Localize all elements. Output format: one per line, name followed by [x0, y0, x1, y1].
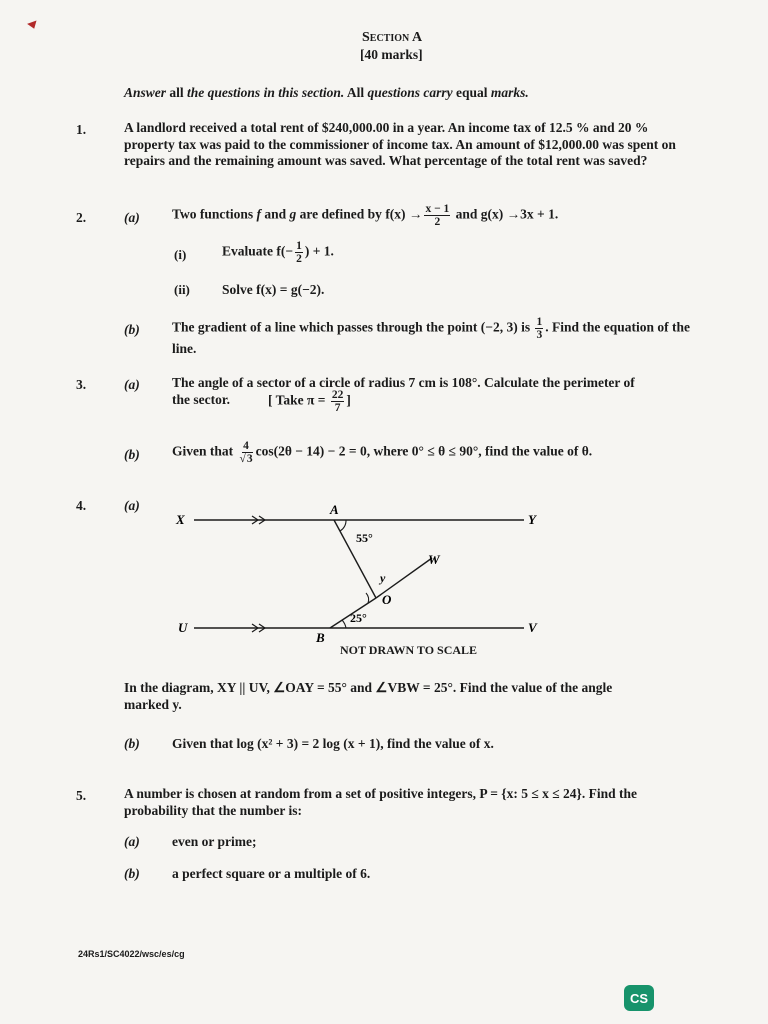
label-angle-y: y — [380, 571, 386, 585]
angle-a-arc — [340, 520, 346, 531]
q3a-frac-den: 7 — [334, 402, 341, 414]
q5-text: A number is chosen at random from a set of positive integers, P = {x: 5 ≤ x ≤ 24}. Find the probability that the number is: — [124, 786, 638, 818]
label-angle-55: 55° — [356, 531, 373, 545]
q2b-post: . Find the equation of the line. — [172, 319, 690, 356]
q2a-frac-den: 2 — [434, 216, 441, 228]
q2b-label: (b) — [124, 322, 140, 337]
q2b-frac-num: 1 — [536, 316, 543, 328]
q3b-post: cos(2θ − 14) − 2 = 0, where 0° ≤ θ ≤ 90°, find the value of θ. — [255, 443, 593, 459]
q2a-f: f — [256, 206, 262, 222]
question-2-number: 2. — [76, 210, 87, 225]
parallel-lines-diagram — [170, 500, 550, 662]
question-5-number: 5. — [76, 788, 87, 803]
label-o: O — [382, 592, 392, 607]
q2a-gx: g(x) →3x + 1. — [480, 206, 559, 222]
q2aii-pre: Solve — [222, 282, 257, 297]
corner-mark — [27, 21, 39, 31]
q2b-text — [172, 316, 692, 358]
q2ai-pre: Evaluate — [222, 243, 277, 259]
q3b-frac-den-wrap: √3 — [239, 453, 253, 465]
instr-7: marks. — [490, 85, 529, 100]
label-v: V — [528, 620, 537, 635]
question-3-number: 3. — [76, 377, 87, 392]
instructions — [124, 85, 529, 101]
q3b-label: (b) — [124, 447, 140, 462]
q2ai-text — [222, 240, 334, 265]
label-w: W — [428, 552, 440, 567]
q5b-text: a perfect square or a multiple of 6. — [172, 866, 371, 881]
q2b-frac-den: 3 — [536, 329, 543, 341]
q2b-pre: The gradient of a line which passes through the point (−2, 3) is — [172, 319, 534, 335]
q3b-pre: Given that — [172, 443, 237, 459]
q3a-fraction — [331, 389, 345, 414]
q2a-frac-num: x − 1 — [425, 203, 450, 215]
q4b-text: Given that log (x² + 3) = 2 log (x + 1), find the value of x. — [172, 736, 494, 751]
camscanner-logo: CS — [624, 985, 654, 1011]
q2a-g: g — [289, 206, 297, 222]
q3b-text — [172, 440, 592, 465]
q3b-frac-den: 3 — [246, 453, 253, 465]
q2a-and2: and — [452, 206, 481, 222]
q2a-label: (a) — [124, 210, 140, 225]
q3b-frac-num: 4 — [243, 440, 249, 452]
document-code: 24Rs1/SC4022/wsc/es/cg — [78, 949, 185, 959]
instr-4: All — [344, 85, 368, 100]
q3a-take — [268, 389, 351, 414]
question-1-text: A landlord received a total rent of $240,000.00 in a year. An income tax of 12.5 % and 20 % property tax was paid to the commissioner of income tax. An amount of $12,000.00 was spent on repairs and the remaining amount was saved. What percentage of the total rent was saved? — [124, 120, 676, 168]
q4b-label: (b) — [124, 736, 140, 751]
q5a-label: (a) — [124, 834, 140, 849]
label-u: U — [178, 620, 188, 635]
q2ai-frac-den: 2 — [296, 253, 302, 265]
q5a-text: even or prime; — [172, 834, 257, 849]
q2ai-label: (i) — [174, 247, 187, 262]
label-x: X — [176, 512, 185, 527]
instr-2: all — [166, 85, 188, 100]
instr-6: equal — [452, 85, 491, 100]
q4a-label: (a) — [124, 498, 140, 513]
q2aii-text — [222, 282, 324, 299]
q5b-label: (b) — [124, 866, 140, 881]
q2a-pre: Two functions — [172, 206, 257, 222]
section-title: Section A — [362, 30, 423, 45]
q2a-fx: f(x) → — [385, 206, 423, 222]
q2ai-frac-num: 1 — [296, 240, 302, 252]
q3a-label: (a) — [124, 377, 140, 392]
q2b-fraction — [535, 316, 543, 341]
section-marks: [40 marks] — [360, 47, 423, 62]
q3a-take-end: ] — [346, 392, 351, 408]
instr-3: the questions in this section. — [187, 85, 345, 100]
label-y-line: Y — [528, 512, 536, 527]
instr-5: questions carry — [367, 85, 453, 100]
q4a-text: In the diagram, XY || UV, ∠OAY = 55° and ∠VBW = 25°. Find the value of the angle marked y. — [124, 680, 613, 712]
q2a-and: and — [261, 206, 290, 222]
angle-b-arc — [342, 620, 346, 628]
question-4-number: 4. — [76, 498, 87, 513]
q2a-mid: are defined by — [296, 206, 386, 222]
q3a-text: The angle of a sector of a circle of radius 7 cm is 108°. Calculate the perimeter of the sector. — [172, 375, 635, 407]
q3a-take-text: [ Take π = — [268, 392, 329, 408]
label-b: B — [316, 630, 325, 645]
q2ai-fraction — [295, 240, 303, 265]
label-a: A — [330, 502, 339, 517]
q2ai-post: ) + 1. — [304, 243, 334, 259]
angle-y-arc — [366, 593, 369, 603]
label-angle-25: 25° — [350, 611, 367, 625]
q2a-text — [172, 203, 558, 228]
diagram-caption: NOT DRAWN TO SCALE — [340, 643, 478, 657]
q3b-fraction — [239, 440, 254, 465]
q2aii-label: (ii) — [174, 282, 190, 297]
q2a-fraction — [424, 203, 450, 228]
q3a-frac-num: 22 — [331, 389, 344, 401]
instr-1: Answer — [124, 85, 167, 100]
question-1-number: 1. — [76, 122, 87, 137]
q2ai-f: f(− — [276, 243, 294, 259]
q2aii-expr: f(x) = g(−2). — [256, 282, 325, 297]
